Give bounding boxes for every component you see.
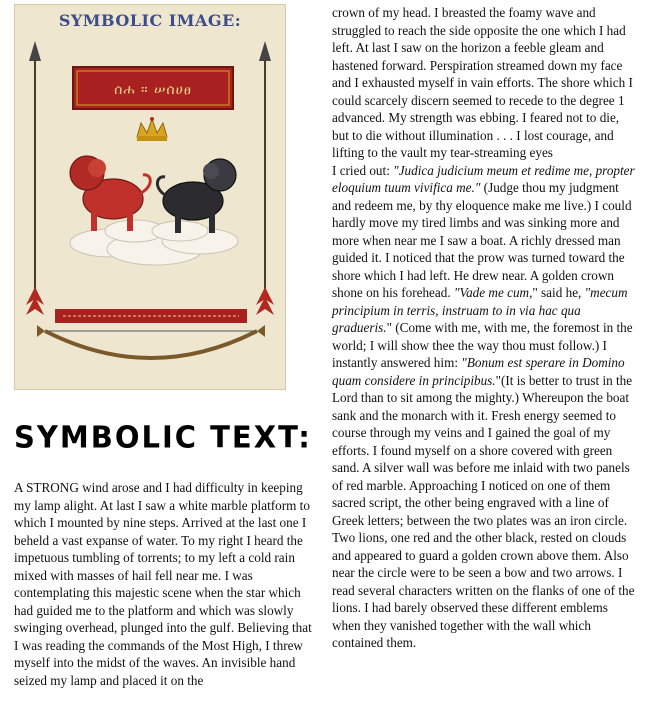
left-spear: [26, 41, 44, 315]
plate-title: SYMBOLIC IMAGE:: [58, 11, 242, 30]
svg-text:ሰሐ ። ሠሰሀፀ: ሰሐ ። ሠሰሀፀ: [114, 82, 192, 98]
text-segment: " said he,: [532, 285, 585, 300]
red-banner: [73, 67, 233, 109]
latin-quote: "mecum principium in terris, instruam to in via hac qua gradueris.: [332, 285, 628, 335]
symbolic-illustration: [15, 5, 286, 390]
text-segment: " (Come with me, with me, the foremost in the world; I will show thee the way thou must follow.) I instantly answered him:: [332, 320, 633, 370]
text-segment: (Judge thou my judgment and redeem me, by thy eloquence make me live.) I could hardly move my tired limbs and was sinking more and more when near me I saw a boat. A richly dressed man guided it. I noticed that the prow was turned toward the shore which I had left. He drew near. A golden crown shone on his forehead.: [332, 180, 632, 300]
bow: [37, 325, 265, 358]
right-spear: [256, 41, 274, 315]
symbolic-text-heading: SYMBOLIC TEXT:: [14, 419, 312, 455]
golden-crown: [137, 117, 167, 141]
symbolic-image-plate: [14, 4, 286, 390]
latin-quote: "Vade me cum,: [453, 285, 533, 300]
right-paragraph-2: [332, 162, 638, 652]
text-segment: I cried out:: [332, 162, 394, 178]
text-segment: "(It is better to trust in the Lord than to sit among the mighty.) Whereupon the boat sank and the monarch with it. Fresh energy seemed to course through my veins and I gained the goal of my efforts. I found myself on a shore covered with green sand. A silver wall was before me inlaid with two panels of red marble. Approaching I noticed on one of them sacred script, the other being engraved with a line of Greek letters; between the two plates was an iron circle. Two lions, one red and the other black, rested on clouds and appeared to guard a golden crown above them. Also near the circle were to be seen a bow and two arrows. I read several characters written on the flanks of one of the lions. I had barely observed these different emblems when they vanished together with the wall which contained them.: [332, 372, 635, 650]
latin-quote: "Bonum est sperare in Domino quam considere in principibus.: [332, 355, 625, 388]
latin-quote: "Judica judicium meum et redime me, propter eloquium tuum vivifica me.": [332, 162, 635, 195]
left-column-paragraph: A STRONG wind arose and I had difficulty in keeping my lamp alight. At last I saw a white marble platform to which I mounted by nine steps. Arrived at the last one I beheld a vast expanse of water. To my right I heard the impetuous tumbling of torrents; to my left a cold rain mixed with masses of hail fell near me. I was contemplating this majestic scene when the star which had guided me to the platform and which was slowly swinging overhead, plunged into the gulf. Believing that I was reading the commands of the Most High, I threw myself into the midst of the waves. An invisible hand seized my lamp and placed it on the: [14, 480, 312, 688]
right-column: [332, 4, 638, 652]
red-ribbon: [55, 309, 247, 323]
right-paragraph-1: crown of my head. I breasted the foamy wave and struggled to reach the side opposite the one which I had left. At last I saw on the horizon a feeble gleam and hastened forward. Perspiration streamed down my face and I exhausted myself in vain efforts. The shore which I could scarcely discern seemed to recede to the degree 1 advanced. My strength was ebbing. I feared not to die, but to die without illumination . . . I lost courage, and lifting to the vault my tear-streaming eyes: [332, 5, 633, 160]
